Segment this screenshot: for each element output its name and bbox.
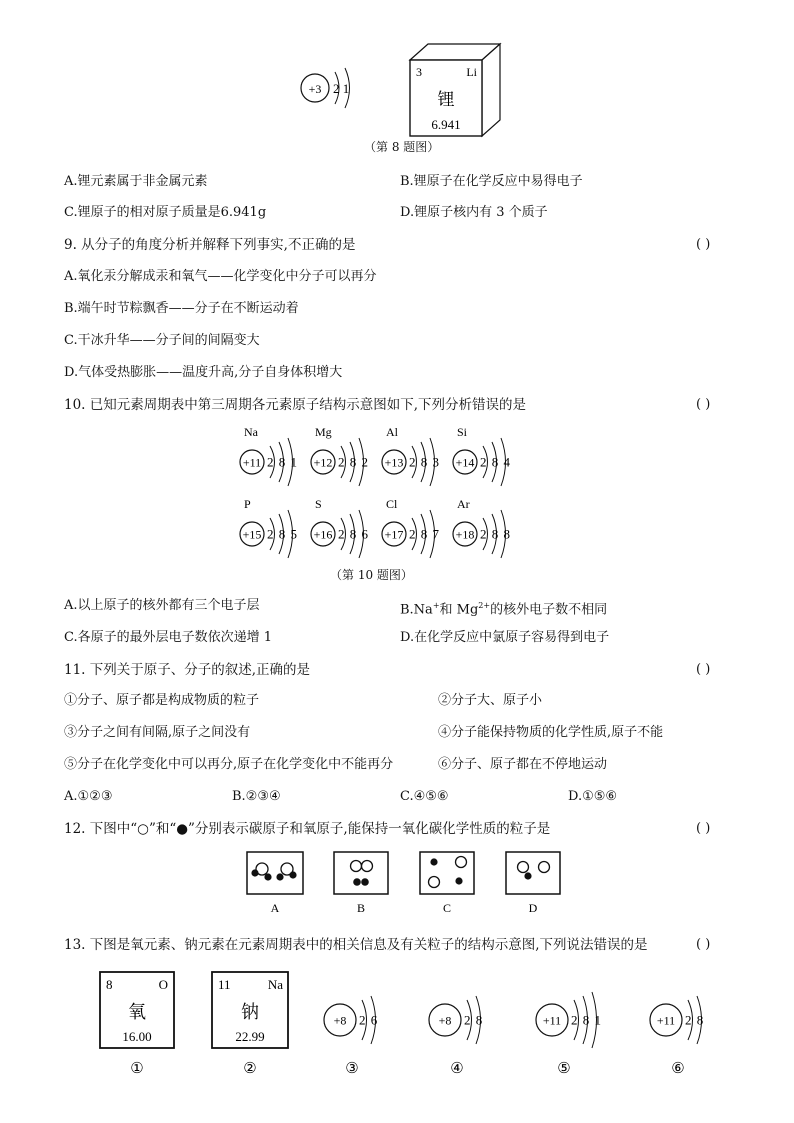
q13-cell-o-number: 8 xyxy=(106,977,113,992)
q10-atom-si-nucleus: +14 xyxy=(455,455,475,470)
q10-atom-al-symbol: Al xyxy=(386,425,398,439)
q10-atom-al-electrons: 2 8 3 xyxy=(409,454,440,470)
q8-figure xyxy=(290,38,520,138)
q12-box-a xyxy=(247,852,303,894)
q8-atomic-mass: 6.941 xyxy=(431,117,461,132)
q8-option-d: D.锂原子核内有 3 个质子 xyxy=(400,205,548,220)
q11-item-6: ⑥分子、原子都在不停地运动 xyxy=(438,757,608,772)
q10-atom-ar xyxy=(453,510,511,558)
q13-cell-o-name: 氧 xyxy=(128,1002,146,1023)
q10-atom-si-electrons: 2 8 4 xyxy=(480,454,511,470)
q12-box-c xyxy=(420,852,474,894)
q10-atom-na-symbol: Na xyxy=(244,425,258,439)
q13-answer-paren: ( ) xyxy=(696,937,711,952)
q13-cell-o-symbol: O xyxy=(158,977,168,992)
q10-atom-s-electrons: 2 8 6 xyxy=(338,526,369,542)
q13-label-6: ⑥ xyxy=(671,1061,685,1077)
q8-nucleus: +3 xyxy=(308,82,322,96)
q8-option-a: A.锂元素属于非金属元素 xyxy=(64,174,208,189)
q11-item-5: ⑤分子在化学变化中可以再分,原子在化学变化中不能再分 xyxy=(64,757,394,772)
q9-answer-paren: ( ) xyxy=(696,237,711,252)
q13-atom-6 xyxy=(650,996,704,1044)
q13-cell-na-symbol: Na xyxy=(267,977,283,992)
q9-option-c: C.干冰升华——分子间的间隔变大 xyxy=(64,333,260,348)
q13-atom-6-electrons: 2 8 xyxy=(685,1012,705,1028)
q8-element-tile xyxy=(410,44,500,136)
q8-element-name: 锂 xyxy=(437,90,455,109)
q8-atom-diagram xyxy=(301,68,350,108)
q13-cell-na-name: 钠 xyxy=(241,1002,259,1023)
q10-atom-cl-nucleus: +17 xyxy=(384,527,404,542)
q10-option-b-mid: 和 Mg xyxy=(439,602,479,618)
q10-atom-ar-symbol: Ar xyxy=(457,497,470,511)
q13-cell-na-number: 11 xyxy=(218,977,231,992)
q11-option-b: B.②③④ xyxy=(232,789,281,804)
q10-option-d: D.在化学反应中氯原子容易得到电子 xyxy=(400,630,610,645)
q10-option-b-pre: B.Na xyxy=(400,602,433,618)
q10-atom-si xyxy=(453,438,511,486)
q12-label-c: C xyxy=(442,901,452,915)
q13-atom-5 xyxy=(536,992,602,1048)
q13-cell-na-mass: 22.99 xyxy=(235,1029,265,1044)
q10-atom-ar-nucleus: +18 xyxy=(455,527,475,542)
q10-answer-paren: ( ) xyxy=(696,397,711,412)
q10-atom-s-symbol: S xyxy=(315,497,322,511)
q13-atom-4-electrons: 2 8 xyxy=(464,1012,484,1028)
q10-atom-al-nucleus: +13 xyxy=(384,455,404,470)
q11-item-1: ①分子、原子都是构成物质的粒子 xyxy=(64,693,260,708)
q11-answer-paren: ( ) xyxy=(696,662,711,677)
q8-caption: （第 8 题图） xyxy=(364,140,440,154)
q13-label-3: ③ xyxy=(345,1061,359,1077)
q10-atom-s-nucleus: +16 xyxy=(313,527,333,542)
q11-option-a: A.①②③ xyxy=(64,789,113,804)
q9-option-a: A.氧化汞分解成汞和氧气——化学变化中分子可以再分 xyxy=(64,269,377,284)
q8-atomic-number: 3 xyxy=(416,65,422,79)
q10-option-b xyxy=(400,597,607,619)
q13-cell-o-mass: 16.00 xyxy=(122,1029,152,1044)
q12-answer-paren: ( ) xyxy=(696,821,711,836)
q10-option-b-post: 的核外电子数不相同 xyxy=(490,602,608,618)
q12-label-d: D xyxy=(528,901,538,915)
q13-atom-3 xyxy=(324,996,378,1044)
q10-atom-cl-electrons: 2 8 7 xyxy=(409,526,440,542)
q13-cell-oxygen xyxy=(100,972,174,1048)
q11-option-c: C.④⑤⑥ xyxy=(400,789,449,804)
q8-electrons: 2 1 xyxy=(333,81,350,96)
q10-option-b-charge-mg: 2+ xyxy=(478,601,491,610)
q9-option-b: B.端午时节粽飘香——分子在不断运动着 xyxy=(64,301,299,316)
q13-atom-4-nucleus: +8 xyxy=(438,1013,452,1028)
q10-atom-ar-electrons: 2 8 8 xyxy=(480,526,511,542)
q10-option-a: A.以上原子的核外都有三个电子层 xyxy=(64,598,260,613)
q10-atom-mg xyxy=(311,438,369,486)
q13-label-5: ⑤ xyxy=(557,1061,571,1077)
q10-atom-p-electrons: 2 8 5 xyxy=(267,526,298,542)
q10-option-c: C.各原子的最外层电子数依次递增 1 xyxy=(64,630,273,645)
q13-label-2: ② xyxy=(243,1061,257,1077)
q12-molecule-figure xyxy=(240,848,570,918)
q10-atom-p-nucleus: +15 xyxy=(242,527,262,542)
q10-atom-p xyxy=(240,510,298,558)
q10-caption: （第 10 题图） xyxy=(330,568,413,582)
q12-box-b xyxy=(334,852,388,894)
q11-item-2: ②分子大、原子小 xyxy=(438,693,543,708)
q9-stem: 9. 从分子的角度分析并解释下列事实,不正确的是 xyxy=(64,237,356,253)
q10-atom-cl-symbol: Cl xyxy=(386,497,398,511)
q9-option-d: D.气体受热膨胀——温度升高,分子自身体积增大 xyxy=(64,365,343,380)
q10-atom-mg-electrons: 2 8 2 xyxy=(338,454,369,470)
q13-label-1: ① xyxy=(130,1061,144,1077)
q13-atom-5-nucleus: +11 xyxy=(542,1013,562,1028)
q10-atom-na xyxy=(240,438,298,486)
q12-label-a: A xyxy=(270,901,280,915)
q13-atom-6-nucleus: +11 xyxy=(656,1013,676,1028)
q12-stem: 12. 下图中“○”和“●”分别表示碳原子和氧原子,能保持一氧化碳化学性质的粒子是 xyxy=(64,821,551,837)
q10-stem: 10. 已知元素周期表中第三周期各元素原子结构示意图如下,下列分析错误的是 xyxy=(64,397,527,413)
q10-atom-diagrams xyxy=(230,420,540,570)
q11-stem: 11. 下列关于原子、分子的叙述,正确的是 xyxy=(64,662,311,678)
q8-element-symbol: Li xyxy=(466,65,477,79)
q13-figure xyxy=(90,964,730,1084)
q10-atom-na-electrons: 2 8 1 xyxy=(267,454,298,470)
q10-atom-mg-nucleus: +12 xyxy=(313,455,333,470)
q13-atom-4 xyxy=(429,996,483,1044)
q13-label-4: ④ xyxy=(450,1061,464,1077)
q10-atom-s xyxy=(311,510,369,558)
q11-item-3: ③分子之间有间隔,原子之间没有 xyxy=(64,725,251,740)
q10-option-b-charge-na: + xyxy=(432,601,440,610)
q10-atom-si-symbol: Si xyxy=(457,425,468,439)
q10-atom-mg-symbol: Mg xyxy=(315,425,332,439)
q10-atom-cl xyxy=(382,510,440,558)
q13-atom-3-electrons: 2 6 xyxy=(359,1012,379,1028)
q12-label-b: B xyxy=(356,901,366,915)
q10-atom-al xyxy=(382,438,440,486)
q10-atom-p-symbol: P xyxy=(244,497,251,511)
q11-option-d: D.①⑤⑥ xyxy=(568,789,618,804)
q10-atom-na-nucleus: +11 xyxy=(242,455,262,470)
q11-item-4: ④分子能保持物质的化学性质,原子不能 xyxy=(438,725,664,740)
q8-option-b: B.锂原子在化学反应中易得电子 xyxy=(400,174,583,189)
q13-atom-5-electrons: 2 8 1 xyxy=(571,1012,602,1028)
q8-option-c: C.锂原子的相对原子质量是6.941g xyxy=(64,205,267,220)
q13-cell-sodium xyxy=(212,972,288,1048)
q13-atom-3-nucleus: +8 xyxy=(333,1013,347,1028)
q12-box-d xyxy=(506,852,560,894)
q13-stem: 13. 下图是氧元素、钠元素在元素周期表中的相关信息及有关粒子的结构示意图,下列说法错误的是 xyxy=(64,937,648,953)
